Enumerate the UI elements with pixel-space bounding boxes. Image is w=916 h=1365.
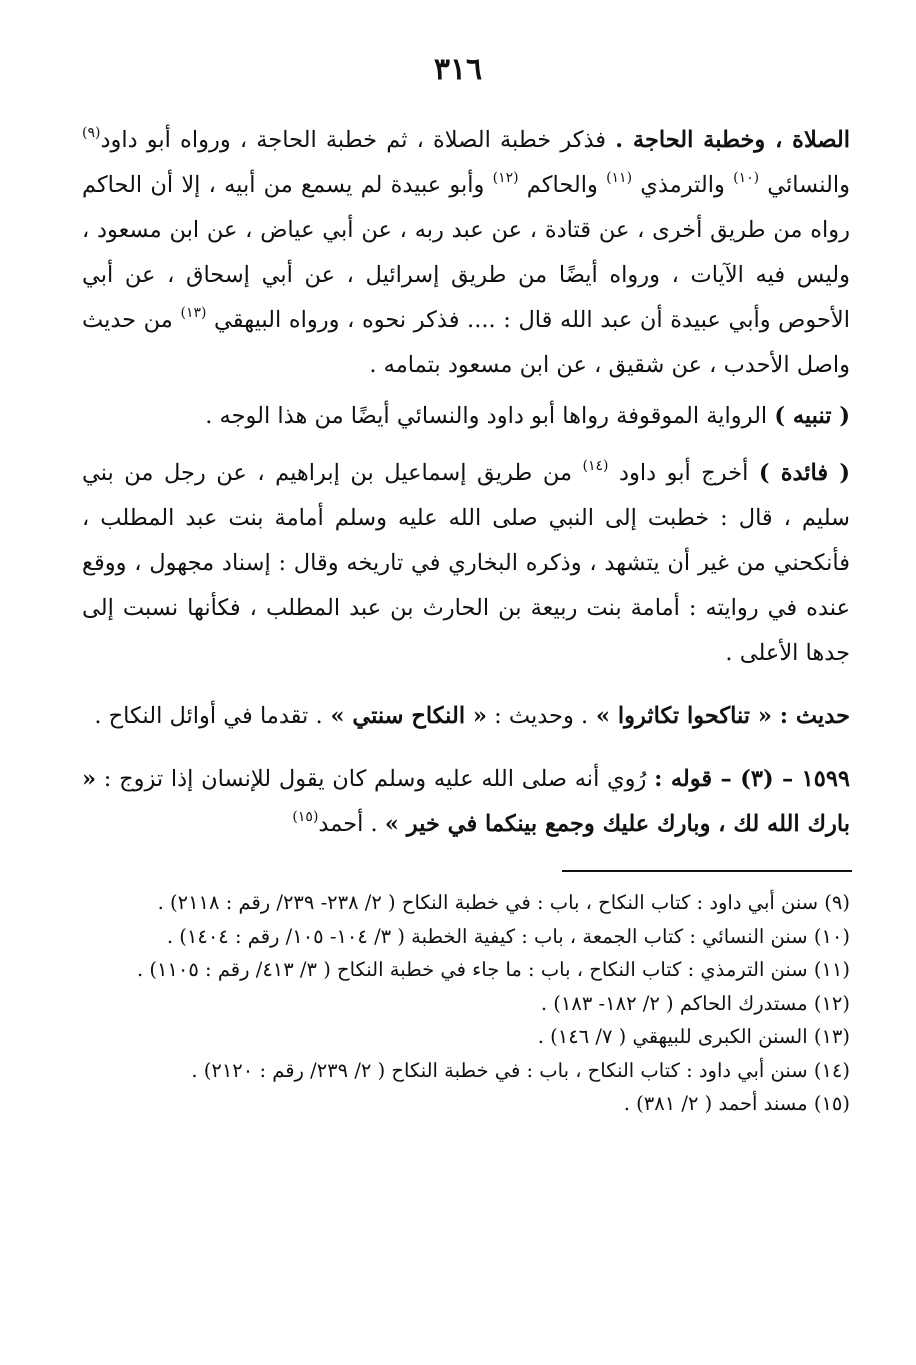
footnotes: [86, 886, 850, 1121]
page-number: ٣١٦: [433, 52, 483, 87]
footnote-15: (١٥) مسند أحمد ( ٢/ ٣٨١) .: [623, 1092, 850, 1115]
text-run: فذكر خطبة الصلاة ، ثم خطبة الحاجة ، ورواه أبو داود: [100, 127, 616, 153]
text-run: أخرج أبو داود: [608, 460, 759, 486]
text-run: . تقدما في أوائل النكاح .: [94, 703, 323, 729]
text-run: من طريق إسماعيل بن إبراهيم ، عن رجل من بني سليم ، قال : خطبت إلى النبي صلى الله عليه وسلم أمامة بنت عبد المطلب ، فأنكحني من غير أن يتشهد ، وذكره البخاري في تاريخه وقال : إسناد مجهول ، ووقع عنده في روايته : أمامة بنت ربيعة بن الحارث بن عبد المطلب ، فكأنها نسبت إلى جدها الأعلى .: [82, 460, 850, 666]
hadith-quote: « بارك الله لك ، وبارك عليك وجمع بينكما في خير »: [82, 766, 850, 837]
footnote-11: (١١) سنن الترمذي : كتاب النكاح ، باب : ما جاء في خطبة النكاح ( ٣/ ٤١٣/ رقم : ١١٠٥) .: [136, 958, 850, 981]
paragraph-tanbih: [82, 394, 850, 439]
footnote-divider: [562, 870, 852, 872]
text-run: والحاكم: [518, 172, 607, 198]
text-run: من حديث واصل الأحدب ، عن شقيق ، عن ابن مسعود بتمامه .: [82, 307, 850, 378]
note-label: ( فائدة ): [758, 460, 850, 486]
text-run: والنسائي: [759, 172, 851, 198]
text-run: . وحديث :: [486, 703, 589, 729]
text-run: والترمذي: [632, 172, 734, 198]
hadith-quote: « تناكحوا تكاثروا »: [588, 703, 780, 729]
text-run: الرواية الموقوفة رواها أبو داود والنسائي أيضًا من هذا الوجه .: [205, 403, 775, 429]
footnote-13: (١٣) السنن الكبرى للبيهقي ( ٧/ ١٤٦) .: [537, 1025, 850, 1048]
note-label: ( تنبيه ): [774, 403, 850, 429]
hadith-label: حديث :: [779, 703, 850, 729]
footnote-12: (١٢) مستدرك الحاكم ( ٢/ ١٨٢- ١٨٣) .: [540, 991, 850, 1015]
footnote-9: (٩) سنن أبي داود : كتاب النكاح ، باب : في خطبة النكاح ( ٢/ ٢٣٨- ٢٣٩/ رقم : ٢١١٨) .: [157, 891, 850, 914]
hadith-quote: « النكاح سنتي »: [322, 703, 487, 729]
text-run: رُوي أنه صلى الله عليه وسلم كان يقول للإنسان إذا تزوج :: [96, 766, 655, 792]
bold-phrase: الصلاة ، وخطبة الحاجة .: [615, 127, 851, 153]
footnote-ref-13[interactable]: (١٣): [180, 305, 207, 321]
footnote-ref-11[interactable]: (١١): [606, 170, 633, 186]
footnote-14: (١٤) سنن أبي داود : كتاب النكاح ، باب : في خطبة النكاح ( ٢/ ٢٣٩/ رقم : ٢١٢٠) .: [191, 1058, 850, 1082]
footnote-ref-14[interactable]: (١٤): [582, 458, 609, 474]
text-run: . أحمد: [318, 811, 385, 837]
text-run: وأبو عبيدة لم يسمع من أبيه ، إلا أن الحاكم رواه من طريق أخرى ، عن قتادة ، عن عبد ربه ، عن أبي عياض ، عن ابن مسعود ، وليس فيه الآيات ، ورواه أيضًا من طريق إسرائيل ، عن أبي إسحاق ، عن أبي الأحوص وأبي عبيدة أن عبد الله قال : .... فذكر نحوه ، ورواه البيهقي: [82, 172, 850, 333]
paragraph-faidah: [82, 451, 850, 676]
footnote-ref-12[interactable]: (١٢): [492, 170, 519, 186]
paragraph-khutbah: [82, 118, 850, 388]
paragraph-1599: [82, 757, 850, 847]
footnote-ref-10[interactable]: (١٠): [733, 170, 760, 186]
footnote-ref-15[interactable]: (١٥): [292, 809, 319, 825]
main-text: [82, 118, 850, 847]
hadith-number-label: ١٥٩٩ – (٣) – قوله :: [654, 766, 851, 792]
footnote-ref-9[interactable]: (٩): [82, 125, 101, 141]
paragraph-hadith: [82, 694, 850, 739]
footnote-10: (١٠) سنن النسائي : كتاب الجمعة ، باب : كيفية الخطبة ( ٣/ ١٠٤- ١٠٥/ رقم : ١٤٠٤) .: [166, 924, 850, 948]
